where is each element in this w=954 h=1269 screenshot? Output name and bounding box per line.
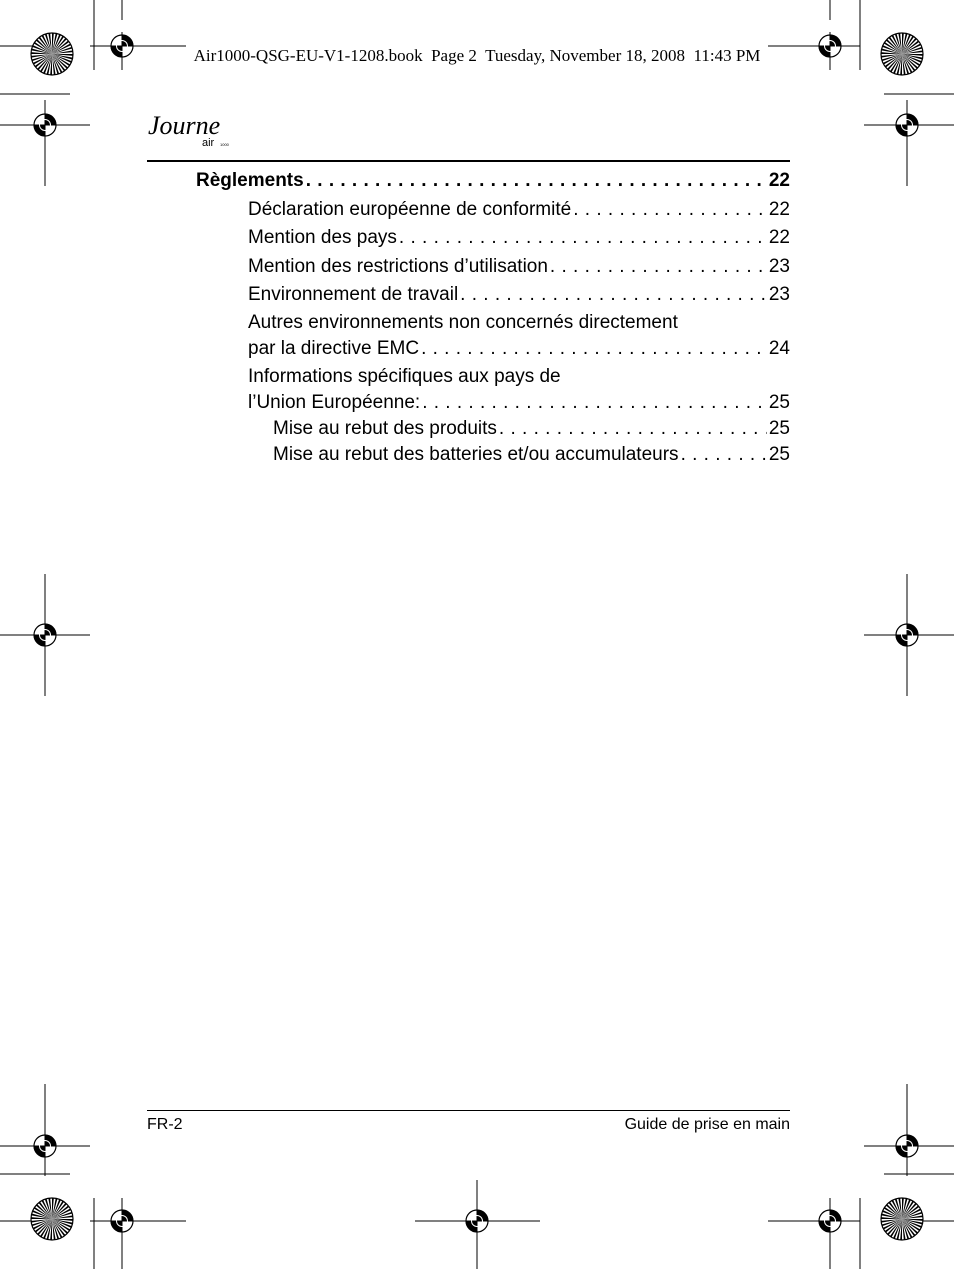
toc-entry[interactable] (248, 284, 790, 306)
toc-page-number: 23 (768, 284, 790, 305)
toc-page-number: 25 (768, 444, 790, 465)
toc-subentry[interactable] (273, 444, 790, 466)
journe-air-logo (146, 112, 236, 167)
toc-subentry-title: Mise au rebut des produits (273, 418, 497, 439)
registration-crosshair-icon (907, 1146, 908, 1147)
registration-crosshair-icon (907, 635, 908, 636)
toc-page-number: 24 (768, 338, 790, 359)
footer-guide-title: Guide de prise en main (624, 1116, 790, 1133)
starburst-target-icon (52, 1219, 53, 1220)
toc-entry-title: Environnement de travail (248, 284, 459, 305)
toc-page-number: 22 (768, 227, 790, 248)
footer-rule (147, 1110, 790, 1111)
dot-leader (499, 418, 767, 440)
registration-crosshair-icon (907, 125, 908, 126)
dot-leader (422, 392, 767, 414)
logo-script-text: Journe (148, 112, 221, 140)
dot-leader (460, 284, 767, 306)
starburst-target-icon (52, 54, 53, 55)
toc-entry[interactable] (248, 392, 790, 414)
registration-crosshair-icon (830, 46, 831, 47)
dot-leader (421, 338, 767, 360)
toc-page-number: 22 (768, 170, 790, 191)
print-slug-line: Air1000-QSG-EU-V1-1208.book Page 2 Tuesday, November 18, 2008 11:43 PM (193, 46, 761, 65)
registration-crosshair-icon (122, 1221, 123, 1222)
registration-crosshair-icon (477, 1221, 478, 1222)
toc-section-reglements[interactable] (196, 170, 790, 192)
footer-page-label: FR-2 (147, 1116, 183, 1133)
crop-line (0, 0, 1, 1)
toc-entry[interactable] (248, 256, 790, 278)
toc-page-number: 25 (768, 418, 790, 439)
toc-page-number: 23 (768, 256, 790, 277)
dot-leader (573, 199, 767, 221)
logo-brand-text: air (202, 137, 215, 149)
toc-page-number: 25 (768, 392, 790, 413)
toc-entry-title: l’Union Européenne: (248, 392, 421, 413)
toc-entry-title: Déclaration européenne de conformité (248, 199, 572, 220)
journe-logo-icon (146, 112, 236, 162)
toc-entry-title-line1[interactable]: Informations spécifiques aux pays de (248, 366, 561, 387)
toc-entry[interactable] (248, 227, 790, 249)
registration-crosshair-icon (830, 1221, 831, 1222)
toc-section-title: Règlements (196, 170, 304, 191)
starburst-target-icon (902, 54, 903, 55)
toc-entry-title: par la directive EMC (248, 338, 420, 359)
dot-leader (681, 444, 767, 466)
toc-subentry[interactable] (273, 418, 790, 440)
starburst-target-icon (902, 1219, 903, 1220)
dot-leader (399, 227, 767, 249)
toc-subentry-title: Mise au rebut des batteries et/ou accumulateurs (273, 444, 679, 465)
registration-crosshair-icon (45, 635, 46, 636)
toc-entry-title-line1[interactable]: Autres environnements non concernés directement (248, 312, 678, 333)
toc-entry-title: Mention des restrictions d’utilisation (248, 256, 548, 277)
dot-leader (550, 256, 767, 278)
toc-entry[interactable] (248, 199, 790, 221)
toc-entry[interactable] (248, 338, 790, 360)
toc-page-number: 22 (768, 199, 790, 220)
logo-model-text: 1000 (220, 142, 229, 147)
toc-entry-title: Mention des pays (248, 227, 397, 248)
header-rule (147, 160, 790, 162)
registration-crosshair-icon (45, 1146, 46, 1147)
dot-leader (306, 170, 767, 192)
registration-crosshair-icon (122, 46, 123, 47)
registration-crosshair-icon (45, 125, 46, 126)
